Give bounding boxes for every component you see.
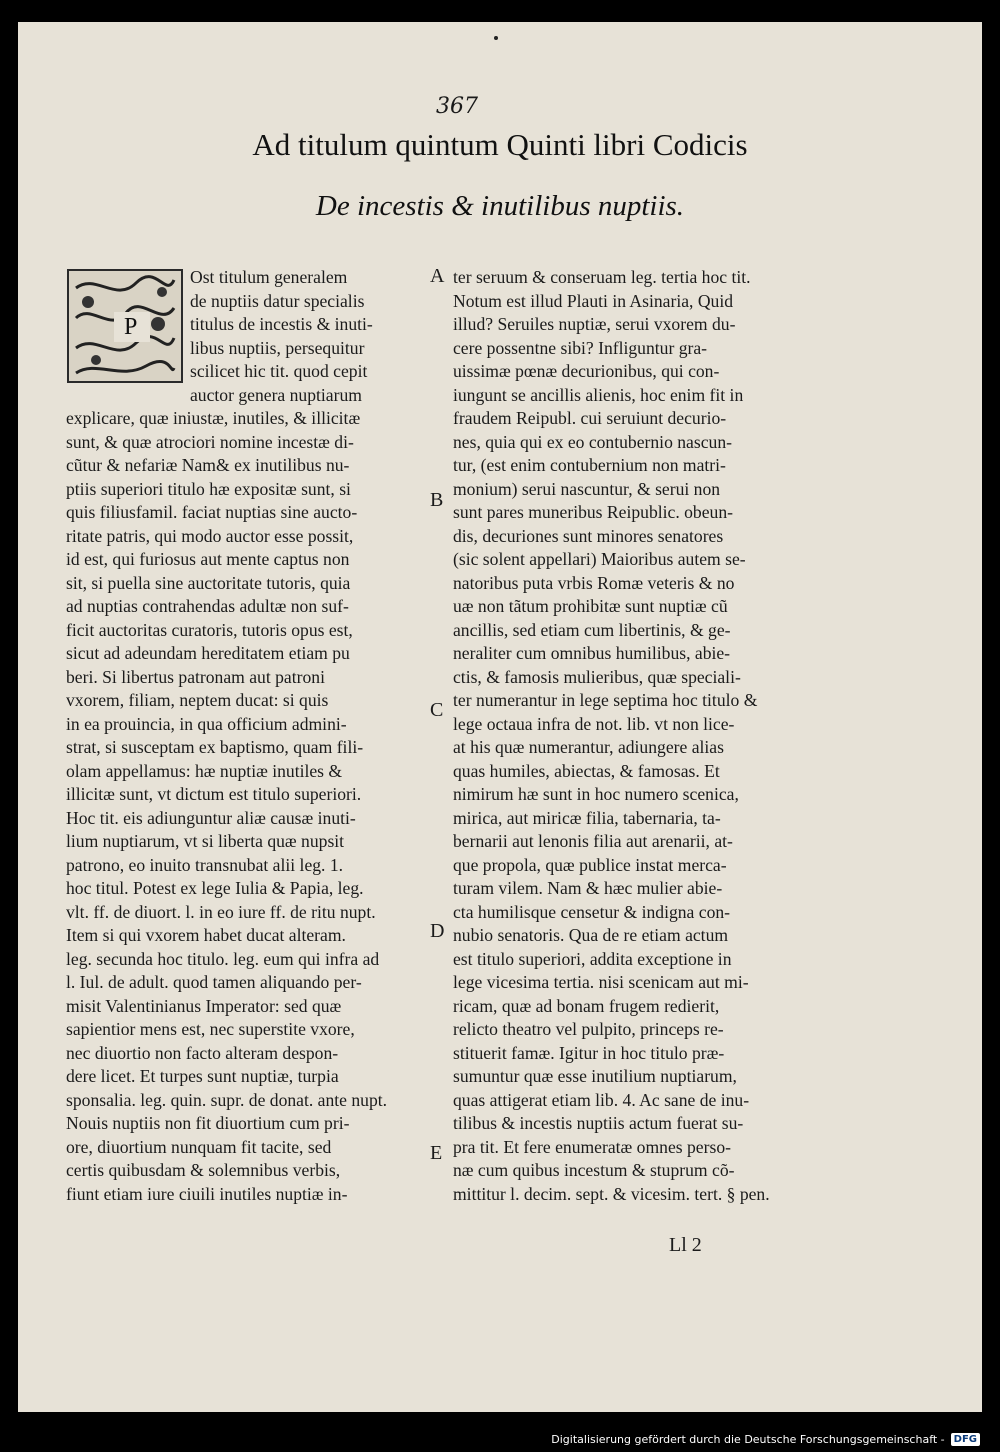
text-line: vxorem, filiam, neptem ducat: si quis bbox=[66, 690, 329, 710]
text-line: uissimæ pœnæ decurionibus, qui con- bbox=[453, 361, 720, 381]
footer-text: Digitalisierung gefördert durch die Deutsche Forschungsgemeinschaft - bbox=[551, 1433, 945, 1446]
page-subtitle: De incestis & inutilibus nuptiis. bbox=[315, 190, 685, 222]
text-line: certis quibusdam & solemnibus verbis, bbox=[66, 1160, 341, 1180]
text-line: que propola, quæ publice instat merca- bbox=[453, 854, 727, 875]
text-line: uæ non tãtum prohibitæ sunt nuptiæ cũ bbox=[453, 596, 728, 616]
text-line: est titulo superiori, addita exceptione in bbox=[453, 948, 732, 969]
text-line: monium) serui nascuntur, & serui non bbox=[453, 478, 721, 499]
text-line: illicitæ sunt, vt dictum est titulo superiori. bbox=[66, 784, 362, 804]
text-line: nes, quia qui ex eo contubernio nascun- bbox=[453, 431, 732, 452]
text-line: id est, qui furiosus aut mente captus non bbox=[66, 549, 350, 569]
text-line: turam vilem. Nam & hæc mulier abie- bbox=[453, 878, 723, 898]
text-line: quas humiles, abiectas, & famosas. Et bbox=[453, 760, 720, 781]
margin-letter-d: D bbox=[430, 920, 445, 942]
text-line: pra tit. Et fere enumeratæ omnes perso- bbox=[453, 1136, 731, 1157]
text-line: Item si qui vxorem habet ducat alteram. bbox=[66, 925, 346, 945]
text-line: cere possentne sibi? Infliguntur gra- bbox=[453, 337, 708, 358]
text-line: nimirum hæ sunt in hoc numero scenica, bbox=[453, 784, 739, 804]
text-line: ficit auctoritas curatoris, tutoris opus est, bbox=[66, 619, 353, 640]
text-line: sapientior mens est, nec superstite vxore, bbox=[66, 1019, 355, 1039]
digitization-footer bbox=[551, 1433, 980, 1446]
text-line: sunt, & quæ atrociori nomine incestæ di- bbox=[66, 431, 354, 452]
text-line: fraudem Reipubl. cui seruiunt decurio- bbox=[453, 408, 727, 428]
text-line: Ost titulum generalem bbox=[190, 267, 348, 287]
text-line: ritate patris, qui modo auctor esse possit, bbox=[66, 525, 354, 546]
text-line: sicut ad adeundam hereditatem etiam pu bbox=[66, 643, 350, 663]
margin-letter-b: B bbox=[430, 489, 444, 511]
text-line: misit Valentinianus Imperator: sed quæ bbox=[66, 995, 342, 1016]
text-line: ore, diuortium nunquam fit tacite, sed bbox=[66, 1136, 332, 1157]
text-line: stituerit famæ. Igitur in hoc titulo præ- bbox=[453, 1042, 725, 1063]
text-line: Nouis nuptiis non fit diuortium cum pri- bbox=[66, 1113, 350, 1133]
catchword: Ll 2 bbox=[669, 1234, 702, 1256]
text-line: tilibus & incestis nuptiis actum fuerat su- bbox=[453, 1113, 744, 1133]
text-line: sumuntur quæ esse inutilium nuptiarum, bbox=[453, 1066, 737, 1086]
text-line: quis filiusfamil. faciat nuptias sine aucto- bbox=[66, 502, 358, 522]
margin-letter-c: C bbox=[430, 699, 444, 721]
text-line: lege octaua infra de not. lib. vt non lice- bbox=[453, 713, 735, 734]
text-line: ad nuptias contrahendas adultæ non suf- bbox=[66, 596, 349, 616]
text-line: in ea prouincia, in qua officium admini- bbox=[66, 713, 347, 734]
text-line: lege vicesima tertia. nisi scenicam aut mi- bbox=[453, 972, 749, 992]
text-line: mirica, aut miricæ filia, tabernaria, ta- bbox=[453, 807, 721, 828]
dropcap-letter: P bbox=[124, 314, 138, 340]
left-column bbox=[66, 266, 444, 1206]
text-line: relicto theatro vel pulpito, princeps re- bbox=[453, 1019, 724, 1039]
text-line: illud? Seruiles nuptiæ, serui vxorem du- bbox=[453, 314, 736, 334]
margin-letter-a: A bbox=[430, 265, 445, 287]
text-line: Notum est illud Plauti in Asinaria, Quid bbox=[453, 290, 734, 311]
text-line: ptiis superiori titulo hæ expositæ sunt, si bbox=[66, 478, 351, 499]
text-line: dis, decuriones sunt minores senatores bbox=[453, 525, 724, 546]
text-line: ancillis, sed etiam cum libertinis, & ge- bbox=[453, 619, 731, 640]
text-line: lium nuptiarum, vt si liberta quæ nupsit bbox=[66, 831, 345, 851]
text-line: libus nuptiis, persequitur bbox=[190, 337, 365, 358]
text-line: iungunt se ancillis alienis, hoc enim fit in bbox=[453, 384, 744, 405]
text-line: vlt. ff. de diuort. l. in eo iure ff. de ritu nupt. bbox=[66, 901, 376, 922]
text-line: beri. Si libertus patronam aut patroni bbox=[66, 666, 325, 687]
text-line: titulus de incestis & inuti- bbox=[190, 314, 373, 334]
ornamental-dropcap bbox=[66, 268, 184, 384]
text-line: ctis, & famosis mulieribus, quæ speciali- bbox=[453, 666, 741, 687]
ink-dot bbox=[494, 36, 498, 40]
text-line: sunt pares muneribus Reipublic. obeun- bbox=[453, 502, 733, 522]
text-line: patrono, eo inuito transnubat alii leg. 1. bbox=[66, 854, 344, 875]
text-line: sit, si puella sine auctoritate tutoris, quia bbox=[66, 572, 351, 593]
text-line: mittitur l. decim. sept. & vicesim. tert. § pen. bbox=[453, 1183, 770, 1204]
text-line: l. Iul. de adult. quod tamen aliquando per- bbox=[66, 972, 362, 992]
text-line: bernarii aut lenonis filia aut arenarii, at- bbox=[453, 831, 733, 851]
text-line: (sic solent appellari) Maioribus autem se- bbox=[453, 549, 746, 569]
text-line: nec diuortio non facto alteram despon- bbox=[66, 1042, 339, 1063]
text-line: cũtur & nefariæ Nam& ex inutilibus nu- bbox=[66, 455, 350, 475]
book-page bbox=[18, 22, 982, 1412]
text-line: cta humilisque censetur & indigna con- bbox=[453, 901, 731, 922]
text-line: sponsalia. leg. quin. supr. de donat. ante nupt. bbox=[66, 1089, 388, 1110]
text-line: ter numerantur in lege septima hoc titulo & bbox=[453, 690, 758, 710]
page-title: Ad titulum quintum Quinti libri Codicis bbox=[252, 127, 748, 162]
margin-letter-e: E bbox=[430, 1142, 443, 1164]
text-line: hoc titul. Potest ex lege Iulia & Papia, leg. bbox=[66, 878, 364, 898]
text-line: olam appellamus: hæ nuptiæ inutiles & bbox=[66, 760, 343, 781]
right-column bbox=[453, 266, 823, 1206]
text-line: explicare, quæ iniustæ, inutiles, & illicitæ bbox=[66, 408, 361, 428]
dfg-logo: DFG bbox=[951, 1433, 980, 1446]
text-line: ricam, quæ ad bonam frugem redierit, bbox=[453, 995, 720, 1016]
text-line: neraliter cum omnibus humilibus, abie- bbox=[453, 643, 731, 663]
text-line: de nuptiis datur specialis bbox=[190, 290, 365, 311]
text-line: auctor genera nuptiarum bbox=[190, 384, 362, 405]
text-line: fiunt etiam iure ciuili inutiles nuptiæ in- bbox=[66, 1183, 348, 1204]
text-line: Hoc tit. eis adiunguntur aliæ causæ inuti- bbox=[66, 807, 356, 828]
text-line: at his quæ numerantur, adiungere alias bbox=[453, 737, 724, 757]
text-line: scilicet hic tit. quod cepit bbox=[190, 361, 368, 381]
page-number: 367 bbox=[436, 94, 478, 119]
text-line: nubio senatoris. Qua de re etiam actum bbox=[453, 925, 729, 945]
text-line: næ cum quibus incestum & stuprum cõ- bbox=[453, 1160, 735, 1180]
text-line: strat, si susceptam ex baptismo, quam fili- bbox=[66, 737, 364, 757]
text-line: tur, (est enim contubernium non matri- bbox=[453, 455, 726, 475]
text-line: natoribus puta vrbis Romæ veteris & no bbox=[453, 572, 735, 593]
text-line: ter seruum & conseruam leg. tertia hoc tit. bbox=[453, 267, 751, 287]
text-line: leg. secunda hoc titulo. leg. eum qui infra ad bbox=[66, 948, 380, 969]
text-line: quas attigerat etiam lib. 4. Ac sane de inu- bbox=[453, 1089, 750, 1110]
text-line: dere licet. Et turpes sunt nuptiæ, turpia bbox=[66, 1066, 339, 1086]
